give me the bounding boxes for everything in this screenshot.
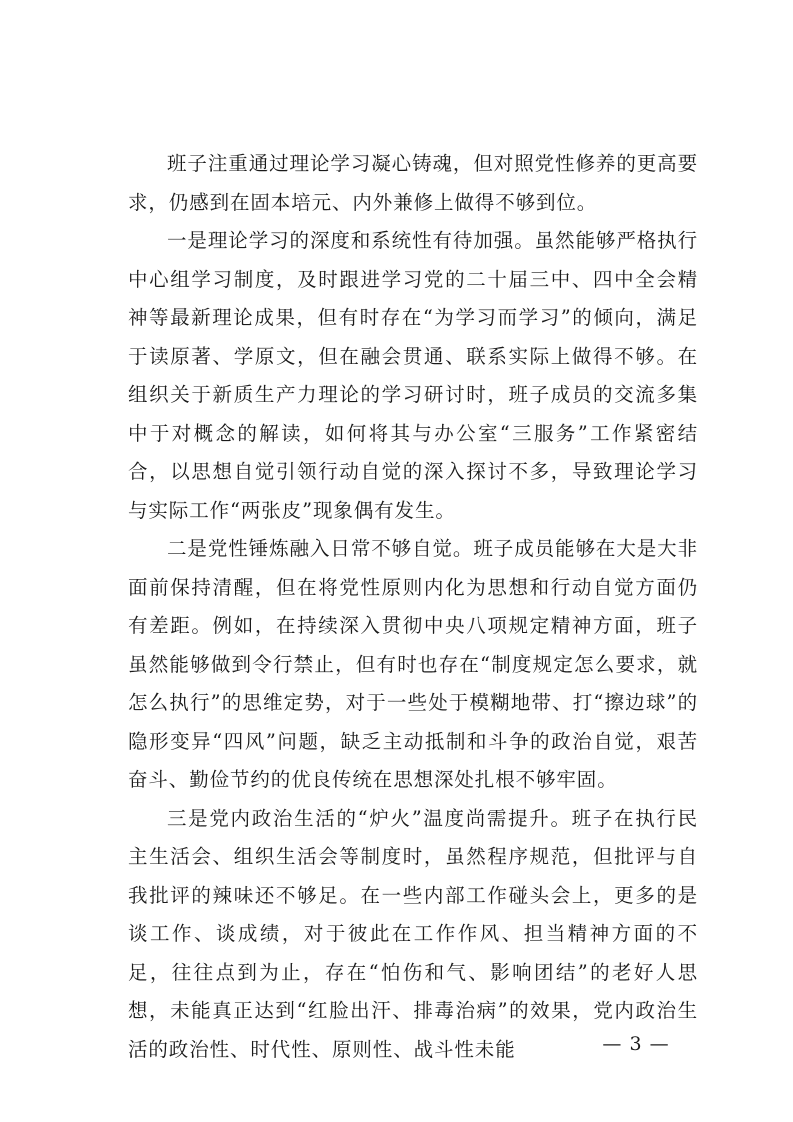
page-number: — 3 —: [602, 1033, 670, 1055]
paragraph-political-life: 三是党内政治生活的“炉火”温度尚需提升。班子在执行民主生活会、组织生活会等制度时，虽然程序规范，但批评与自我批评的辣味还不够足。在一些内部工作碰头会上，更多的是谈工作、谈成绩，对于彼此在工作作风、担当精神方面的不足，往往点到为止，存在“怕伤和气、影响团结”的老好人思想，未能真正达到“红脸出汗、排毒治病”的效果，党内政治生活的政治性、时代性、原则性、战斗性未能: [128, 806, 698, 1061]
paragraph-theory-study: 一是理论学习的深度和系统性有待加强。虽然能够严格执行中心组学习制度，及时跟进学习党的二十届三中、四中全会精神等最新理论成果，但有时存在“为学习而学习”的倾向，满足于读原著、学原文，但在融会贯通、联系实际上做得不够。在组织关于新质生产力理论的学习研讨时，班子成员的交流多集中于对概念的解读，如何将其与办公室“三服务”工作紧密结合，以思想自觉引领行动自觉的深入探讨不多，导致理论学习与实际工作“两张皮”现象偶有发生。: [128, 229, 698, 522]
paragraph-party-spirit: 二是党性锤炼融入日常不够自觉。班子成员能够在大是大非面前保持清醒，但在将党性原则内化为思想和行动自觉方面仍有差距。例如，在持续深入贯彻中央八项规定精神方面，班子虽然能够做到令行禁止，但有时也存在“制度规定怎么要求，就怎么执行”的思维定势，对于一些处于模糊地带、打“擦边球”的隐形变异“四风”问题，缺乏主动抵制和斗争的政治自觉，艰苦奋斗、勤俭节约的优良传统在思想深处扎根不够牢固。: [128, 537, 698, 791]
paragraph-intro: 班子注重通过理论学习凝心铸魂，但对照党性修养的更高要求，仍感到在固本培元、内外兼修上做得不够到位。: [128, 152, 698, 214]
body-text: [128, 145, 698, 1069]
